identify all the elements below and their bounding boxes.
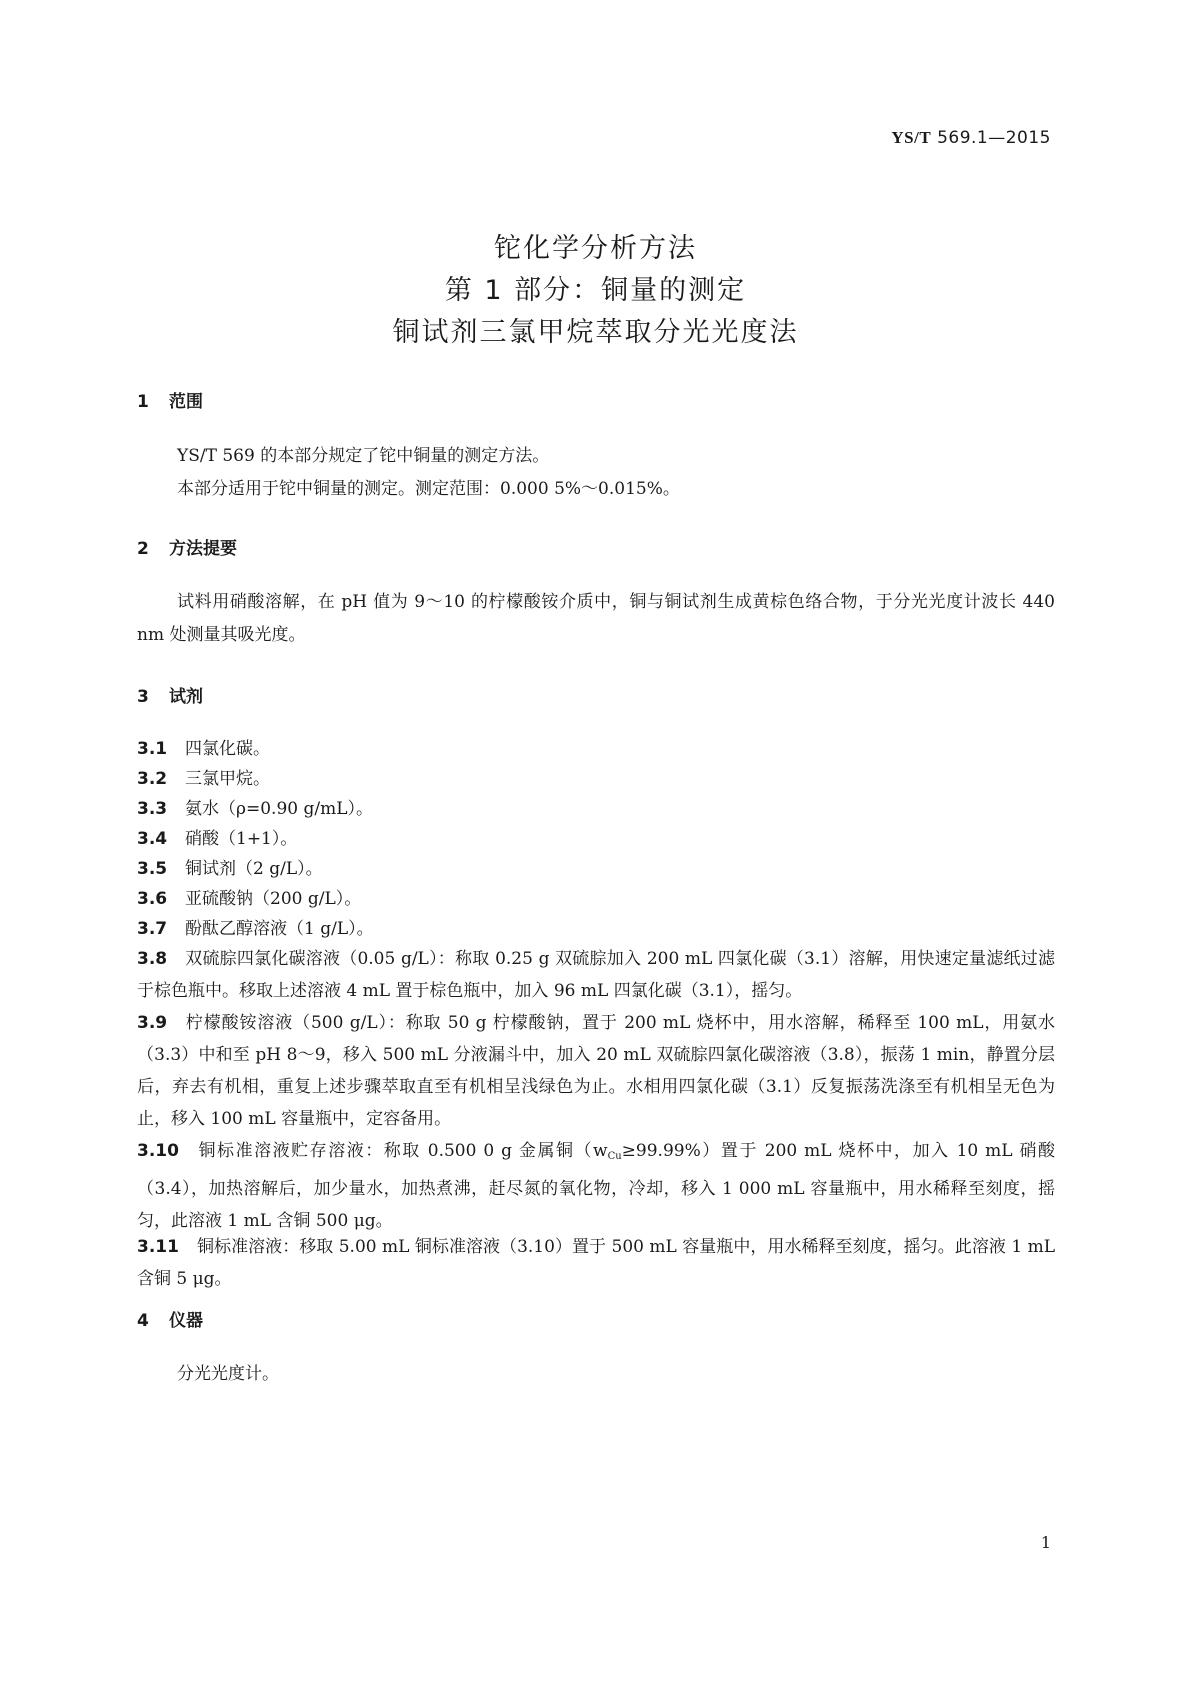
- section-3-heading: [137, 682, 203, 707]
- reagent-text: 氨水（ρ=0.90 g/mL）。: [185, 799, 374, 819]
- reagent-number: 3.10: [137, 1141, 179, 1161]
- document-code-number: 569.1—2015: [937, 128, 1051, 148]
- reagent-number: 3.8: [137, 949, 168, 969]
- reagent-item: [137, 763, 1055, 795]
- reagent-item: [137, 913, 1055, 945]
- reagent-item: [137, 793, 1055, 825]
- reagent-number: 3.5: [137, 859, 168, 879]
- reagent-number: 3.3: [137, 799, 168, 819]
- section-2-title: 方法提要: [169, 539, 237, 559]
- section-1-heading: [137, 387, 203, 412]
- reagent-text: 三氯甲烷。: [185, 769, 270, 789]
- reagent-text: 亚硫酸钠（200 g/L）。: [185, 889, 362, 909]
- reagent-text: 双硫腙四氯化碳溶液（0.05 g/L）：称取 0.25 g 双硫腙加入 200 mL 四氯化碳（3.1）溶解，用快速定量滤纸过滤于棕色瓶中。移取上述溶液 4 mL 置于棕色瓶中，加入 96 mL 四氯化碳（3.1），摇匀。: [137, 949, 1055, 1001]
- section-1-title: 范围: [169, 392, 203, 412]
- section-4-paragraph-1: 分光光度计。: [177, 1364, 279, 1384]
- reagent-item: [137, 1007, 1055, 1135]
- title-line-3: 铜试剂三氯甲烷萃取分光光度法: [392, 317, 799, 348]
- page-number: 1: [1040, 1533, 1051, 1552]
- reagent-text: 柠檬酸铵溶液（500 g/L）：称取 50 g 柠檬酸钠，置于 200 mL 烧杯中，用水溶解，稀释至 100 mL，用氨水（3.3）中和至 pH 8～9，移入 500 mL 分液漏斗中，加入 20 mL 双硫腙四氯化碳溶液（3.8），振荡 1 min，静置分层后，弃去有机相，重复上述步骤萃取直至有机相呈浅绿色为止。水相用四氯化碳（3.1）反复振荡洗涤至有机相呈无色为止，移入 100 mL 容量瓶中，定容备用。: [137, 1013, 1055, 1129]
- reagent-number: 3.4: [137, 829, 168, 849]
- reagent-item: [137, 1231, 1055, 1295]
- section-2-number: 2: [137, 539, 149, 559]
- reagent-number: 3.7: [137, 919, 168, 939]
- reagent-text: 酚酞乙醇溶液（1 g/L）。: [185, 919, 374, 939]
- section-4-heading: [137, 1306, 203, 1331]
- reagent-item: [137, 883, 1055, 915]
- reagent-item: [137, 853, 1055, 885]
- section-4-title: 仪器: [169, 1311, 203, 1331]
- section-1-paragraph-1: YS/T 569 的本部分规定了铊中铜量的测定方法。: [177, 446, 550, 466]
- reagent-number: 3.6: [137, 889, 168, 909]
- section-1-paragraph-2: 本部分适用于铊中铜量的测定。测定范围：0.000 5%～0.015%。: [177, 479, 680, 499]
- reagent-text: 铜标准溶液：移取 5.00 mL 铜标准溶液（3.10）置于 500 mL 容量瓶中，用水稀释至刻度，摇匀。此溶液 1 mL 含铜 5 μg。: [137, 1237, 1055, 1289]
- section-3-number: 3: [137, 687, 149, 707]
- section-2-heading: [137, 534, 237, 559]
- section-3-title: 试剂: [169, 687, 203, 707]
- section-2-paragraph-1: 试料用硝酸溶解，在 pH 值为 9～10 的柠檬酸铵介质中，铜与铜试剂生成黄棕色络合物，于分光光度计波长 440 nm 处测量其吸光度。: [137, 592, 1055, 645]
- reagent-number: 3.9: [137, 1013, 168, 1033]
- reagent-text: 铜标准溶液贮存溶液：称取 0.500 0 g 金属铜（w: [197, 1141, 608, 1161]
- reagent-item: [137, 823, 1055, 855]
- section-4-number: 4: [137, 1311, 149, 1331]
- document-title: [0, 228, 1191, 354]
- section-1-number: 1: [137, 392, 149, 412]
- reagent-text: 四氯化碳。: [185, 739, 270, 759]
- reagent-number: 3.11: [137, 1237, 179, 1257]
- title-line-1: 铊化学分析方法: [494, 233, 697, 264]
- reagent-text-continued: ≥99.99%）置于 200 mL 烧杯中，加入 10 mL 硝酸（3.4），加热溶解后，加少量水，加热煮沸，赶尽氮的氧化物，冷却，移入 1 000 mL 容量瓶中，用水稀释至刻度，摇匀，此溶液 1 mL 含铜 500 μg。: [137, 1141, 1055, 1231]
- reagent-item: [137, 1135, 1055, 1237]
- reagent-text: 铜试剂（2 g/L）。: [185, 859, 323, 879]
- reagent-subscript: Cu: [607, 1151, 622, 1162]
- title-line-2: 第 1 部分：铜量的测定: [444, 275, 747, 306]
- document-code-prefix: YS/T: [891, 128, 932, 147]
- reagent-item: [137, 943, 1055, 1007]
- reagent-item: [137, 733, 1055, 765]
- document-code: [891, 128, 1051, 148]
- reagent-number: 3.2: [137, 769, 168, 789]
- reagent-number: 3.1: [137, 739, 168, 759]
- reagent-text: 硝酸（1+1）。: [185, 829, 298, 849]
